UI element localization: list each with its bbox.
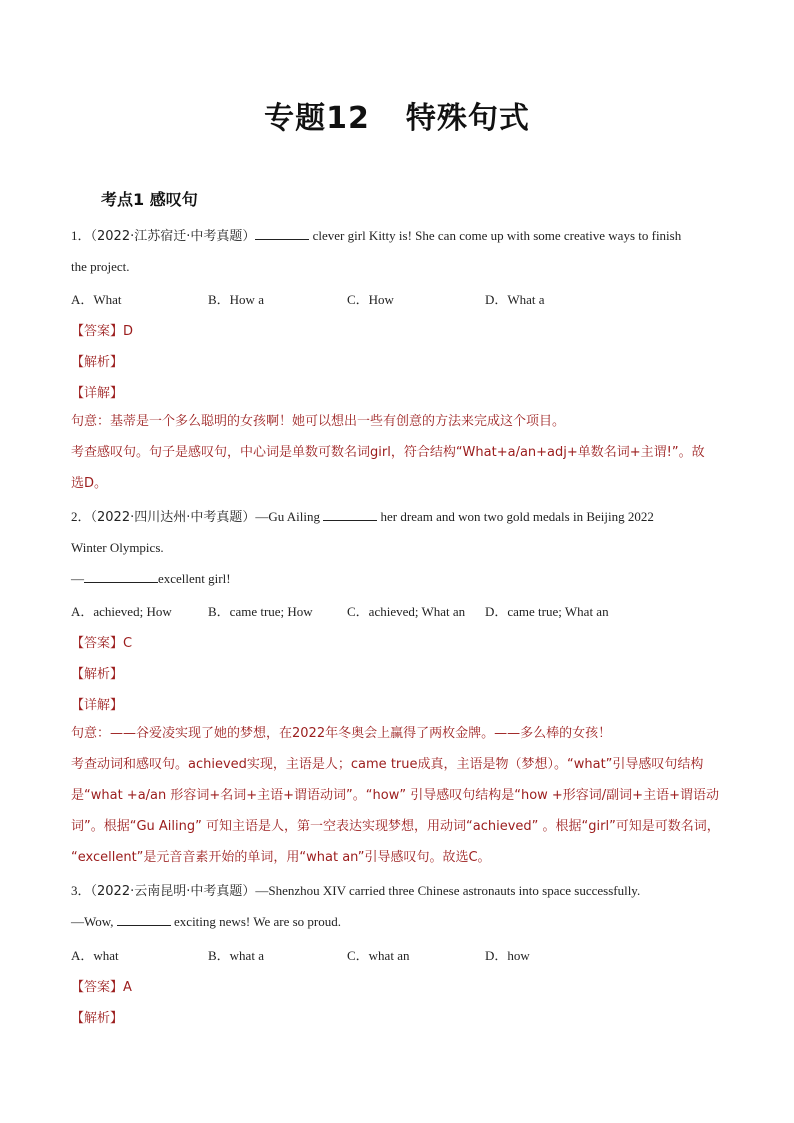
q2-blank-1 (323, 508, 377, 521)
q1-number: 1． (71, 228, 91, 243)
title-topic-number: 专题12 (264, 101, 370, 136)
q2-answer: 【答案】C (71, 636, 133, 651)
q3-answer: 【答案】A (71, 980, 132, 995)
q2-explanation-line: 词”。根据“Gu Ailing” 可知主语是人，第一空表达实现梦想，用动词“achieved” 。根据“girl”可知是可数名词， (71, 819, 720, 834)
q1-stem-line1 (71, 227, 681, 246)
q3-option-b: B．what a (208, 948, 264, 963)
q1-option-d: D．What a (485, 292, 545, 307)
q3-source: （2022·云南昆明·中考真题） (90, 884, 256, 899)
q1-explanation-line: 选D。 (71, 476, 108, 491)
q2-text: —Gu Ailing (255, 509, 324, 524)
page-title (0, 93, 794, 137)
q2-analysis-label: 【解析】 (71, 667, 124, 682)
q1-text: clever girl Kitty is! She can come up with some creative ways to finish (309, 228, 682, 243)
title-topic-name: 特殊句式 (405, 101, 530, 136)
q2-stem-line3 (71, 570, 231, 588)
q1-analysis-label: 【解析】 (71, 355, 124, 370)
q1-explanation (71, 406, 731, 499)
q3-stem-line1 (71, 882, 640, 901)
q3-text: —Shenzhou XIV carried three Chinese astronauts into space successfully. (255, 883, 641, 898)
q2-dash: — (71, 571, 84, 586)
q2-text: excellent girl! (158, 571, 231, 586)
q2-option-a: A．achieved; How (71, 604, 172, 619)
q1-option-c: C．How (347, 292, 394, 307)
q2-option-d: D．came true; What an (485, 604, 609, 619)
q3-number: 3． (71, 883, 91, 898)
q3-analysis-label: 【解析】 (71, 1011, 124, 1026)
q2-stem-line2: Winter Olympics. (71, 540, 164, 555)
q3-stem-line2 (71, 913, 341, 931)
q2-source: （2022·四川达州·中考真题） (90, 510, 256, 525)
q3-option-c: C．what an (347, 948, 410, 963)
q1-explanation-line: 考查感叹句。句子是感叹句，中心词是单数可数名词girl，符合结构“What+a/an+adj+单数名词+主谓!”。故 (71, 445, 705, 460)
q3-option-d: D．how (485, 948, 530, 963)
q1-option-b: B．How a (208, 292, 264, 307)
q2-explanation-line: 考查动词和感叹句。achieved实现，主语是人；came true成真，主语是物（梦想）。“what”引导感叹句结构 (71, 757, 704, 772)
q3-text: —Wow, (71, 914, 117, 929)
q2-explanation-line: 是“what +a/an 形容词+名词+主语+谓语动词”。“how” 引导感叹句结构是“how +形容词/副词+主语+谓语动 (71, 788, 719, 803)
q3-text: exciting news! We are so proud. (170, 914, 341, 929)
q1-detail-label: 【详解】 (71, 386, 124, 401)
q2-option-c: C．achieved; What an (347, 604, 466, 619)
q1-source: （2022·江苏宿迁·中考真题） (90, 229, 256, 244)
q1-stem-line2: the project. (71, 259, 130, 274)
q2-explanation (71, 718, 731, 873)
q2-explanation-line: “excellent”是元音音素开始的单词，用“what an”引导感叹句。故选C。 (71, 850, 491, 865)
q2-detail-label: 【详解】 (71, 698, 124, 713)
q1-blank (255, 227, 309, 240)
q3-blank (117, 913, 171, 926)
q1-answer: 【答案】D (71, 324, 134, 339)
q2-number: 2． (71, 509, 91, 524)
q2-text: her dream and won two gold medals in Beijing 2022 (377, 509, 654, 524)
q2-blank-2 (84, 570, 158, 583)
q1-option-a: A．What (71, 292, 122, 307)
q2-stem-line1 (71, 508, 654, 527)
q2-option-b: B．came true; How (208, 604, 313, 619)
q1-explanation-line: 句意：基蒂是一个多么聪明的女孩啊！她可以想出一些有创意的方法来完成这个项目。 (71, 414, 566, 429)
q3-option-a: A．what (71, 948, 119, 963)
q2-explanation-line: 句意：——谷爱凌实现了她的梦想，在2022年冬奥会上赢得了两枚金牌。——多么棒的女孩！ (71, 726, 612, 741)
section-heading: 考点1 感叹句 (101, 190, 198, 209)
